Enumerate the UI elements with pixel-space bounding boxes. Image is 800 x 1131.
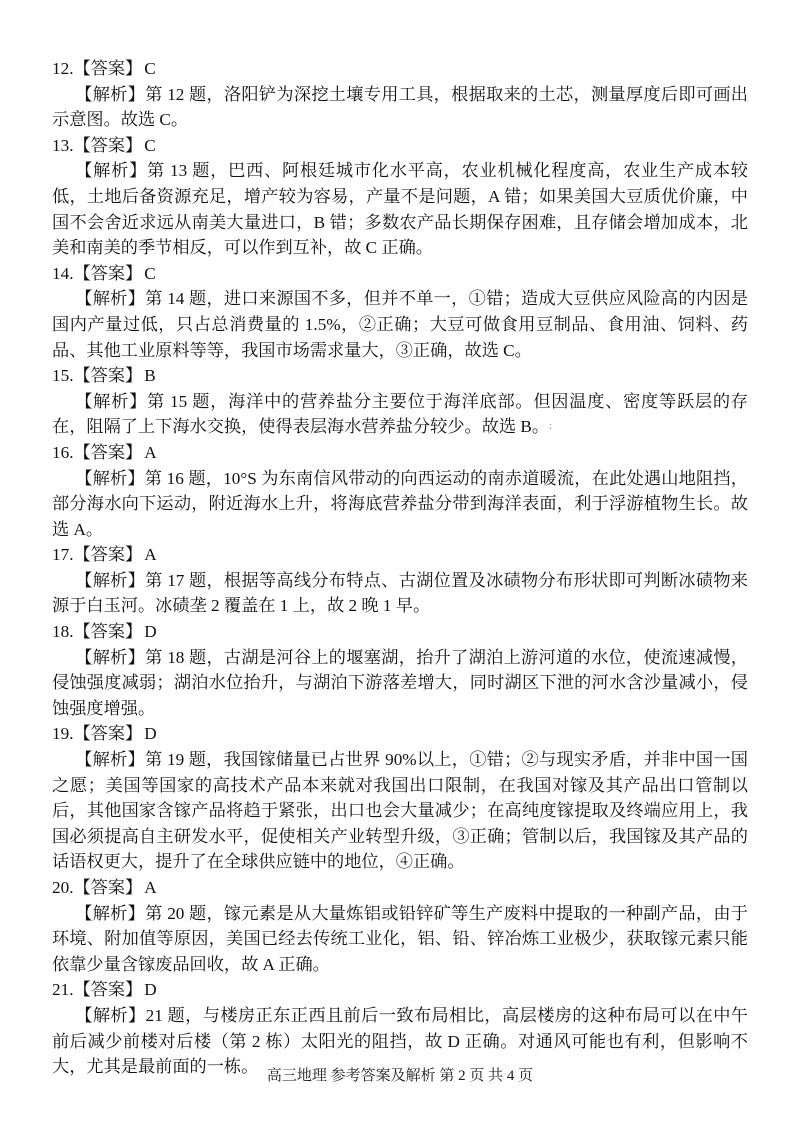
answer-letter: D bbox=[144, 622, 157, 642]
answer-label: 【答案】 bbox=[73, 545, 143, 565]
scan-artifact-mark: : bbox=[549, 420, 553, 433]
question-number: 20. bbox=[52, 878, 74, 897]
answer-letter: C bbox=[144, 263, 156, 283]
answer-label: 【答案】 bbox=[73, 724, 143, 744]
analysis-body: 【解析】第 15 题，海洋中的营养盐分主要位于海洋底部。但因温度、密度等跃层的存在，阻隔了上下海水交换，使得表层海水营养盐分较少。故选 B。 bbox=[52, 391, 748, 437]
qa-item-14 bbox=[52, 261, 748, 363]
question-number: 14. bbox=[52, 263, 74, 283]
qa-item-13 bbox=[52, 133, 748, 261]
qa-item-16 bbox=[52, 440, 748, 542]
analysis-text: 【解析】第 13 题，巴西、阿根廷城市化水平高，农业机械化程度高，农业生产成本较低，土地后备资源充足，增产较为容易，产量不是问题，A 错；如果美国大豆质优价廉，中国不会舍近求远从南美大量进口，B 错；多数农产品长期保存困难，且存储会增加成本，北美和南美的季节相反，可以作到互补，故 C 正确。 bbox=[52, 161, 748, 258]
question-number: 17. bbox=[52, 545, 74, 565]
answer-line bbox=[52, 363, 748, 389]
answer-label: 【答案】 bbox=[73, 59, 143, 78]
analysis-text: 【解析】21 题，与楼房正东正西且前后一致布局相比，高层楼房的这种布局可以在中午前后减少前楼对后楼（第 2 栋）太阳光的阻挡，故 D 正确。对通风可能也有利，但影响不大，尤其是最前面的一栋。 bbox=[52, 1005, 748, 1077]
question-number: 13. bbox=[52, 135, 74, 155]
answer-line bbox=[52, 875, 748, 901]
answer-label: 【答案】 bbox=[73, 980, 143, 1000]
question-number: 16. bbox=[52, 442, 74, 462]
answer-letter: A bbox=[144, 878, 157, 897]
answer-letter: C bbox=[144, 135, 156, 155]
question-number: 19. bbox=[52, 724, 74, 744]
analysis-text: 【解析】第 14 题，进口来源国不多，但并不单一，①错；造成大豆供应风险高的内因是国内产量过低，只占总消费量的 1.5%，②正确；大豆可做食用豆制品、食用油、饲料、药品、其他工业原料等等，我国市场需求量大，③正确，故选 C。 bbox=[52, 289, 748, 360]
question-number: 18. bbox=[52, 622, 74, 642]
analysis-text: 【解析】第 20 题，镓元素是从大量炼铝或铅锌矿等生产废料中提取的一种副产品，由于环境、附加值等原因，美国已经去传统工业化，铝、铅、锌冶炼工业极少，获取镓元素只能依靠少量含镓废品回收，故 A 正确。 bbox=[52, 903, 748, 974]
answer-letter: C bbox=[144, 59, 156, 78]
qa-item-20 bbox=[52, 875, 748, 977]
answer-line bbox=[52, 977, 748, 1003]
answer-letter: A bbox=[144, 545, 157, 565]
answer-letter: A bbox=[144, 442, 157, 462]
answer-label: 【答案】 bbox=[73, 622, 143, 642]
analysis-text: 【解析】第 19 题，我国镓储量已占世界 90%以上，①错；②与现实矛盾，并非中国一国之愿；美国等国家的高技术产品本来就对我国出口限制，在我国对镓及其产品出口管制以后，其他国家含镓产品将趋于紧张，出口也会大量减少；在高纯度镓提取及终端应用上，我国必须提高自主研发水平，促使相关产业转型升级，③正确；管制以后，我国镓及其产品的话语权更大，提升了在全球供应链中的地位，④正确。 bbox=[52, 750, 748, 872]
answer-line bbox=[52, 56, 748, 82]
answer-line bbox=[52, 542, 748, 568]
answer-letter: B bbox=[144, 366, 156, 386]
answer-label: 【答案】 bbox=[73, 366, 143, 386]
answer-line bbox=[52, 440, 748, 466]
analysis-text: 【解析】第 12 题，洛阳铲为深挖土壤专用工具，根据取来的土芯，测量厚度后即可画出示意图。故选 C。 bbox=[52, 84, 748, 130]
question-number: 21. bbox=[52, 980, 74, 1000]
answer-label: 【答案】 bbox=[73, 263, 143, 283]
answer-line bbox=[52, 619, 748, 645]
qa-item-21 bbox=[52, 977, 748, 1079]
qa-item-17 bbox=[52, 542, 748, 619]
answer-line bbox=[52, 133, 748, 159]
analysis-text: 【解析】第 18 题，古湖是河谷上的堰塞湖，抬升了湖泊上游河道的水位，使流速减慢，侵蚀强度减弱；湖泊水位抬升，与湖泊下游落差增大，同时湖区下泄的河水含沙量减小，侵蚀强度增强。 bbox=[52, 647, 748, 718]
answer-letter: D bbox=[144, 980, 157, 1000]
answer-letter: D bbox=[144, 724, 157, 744]
question-number: 15. bbox=[52, 366, 74, 386]
analysis-text: 【解析】第 17 题，根据等高线分布特点、古湖位置及冰碛物分布形状即可判断冰碛物来源于白玉河。冰碛垄 2 覆盖在 1 上，故 2 晚 1 早。 bbox=[52, 570, 748, 616]
answer-line bbox=[52, 261, 748, 287]
answer-label: 【答案】 bbox=[73, 878, 143, 897]
answer-label: 【答案】 bbox=[73, 442, 143, 462]
qa-item-19 bbox=[52, 721, 748, 875]
page-footer: 高三地理 参考答案及解析 第 2 页 共 4 页 bbox=[266, 1068, 534, 1084]
analysis-text: 【解析】第 16 题，10°S 为东南信风带动的向西运动的南赤道暖流，在此处遇山地阻挡，部分海水向下运动，附近海水上升，将海底营养盐分带到海洋表面，利于浮游植物生长。故选 A。 bbox=[52, 468, 748, 539]
question-number: 12. bbox=[52, 59, 74, 78]
qa-item-15 bbox=[52, 363, 748, 440]
answer-label: 【答案】 bbox=[73, 135, 143, 155]
qa-item-12 bbox=[52, 56, 748, 133]
answer-line bbox=[52, 721, 748, 747]
qa-item-18 bbox=[52, 619, 748, 721]
analysis-text bbox=[52, 389, 748, 440]
